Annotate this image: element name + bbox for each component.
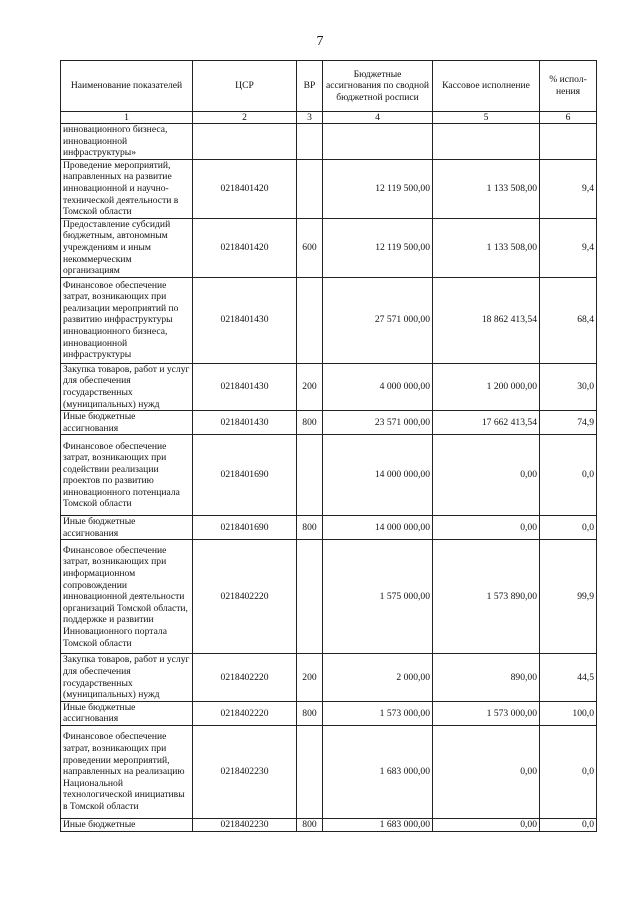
row-executed-cell bbox=[433, 124, 540, 160]
table-row bbox=[61, 701, 597, 725]
row-vr-cell bbox=[297, 726, 323, 819]
row-assigned-cell: 4 000 000,00 bbox=[323, 363, 433, 410]
header-executed: Кассовое исполнение bbox=[433, 61, 540, 112]
row-assigned-cell: 27 571 000,00 bbox=[323, 277, 433, 363]
row-assigned-cell: 1 683 000,00 bbox=[323, 819, 433, 832]
table-row bbox=[61, 124, 597, 160]
row-vr-cell bbox=[297, 540, 323, 654]
row-executed-cell: 1 200 000,00 bbox=[433, 363, 540, 410]
row-csr-cell: 0218401420 bbox=[193, 159, 297, 218]
row-executed-cell: 18 862 413,54 bbox=[433, 277, 540, 363]
row-executed-cell: 1 133 508,00 bbox=[433, 159, 540, 218]
header-vr: ВР bbox=[297, 61, 323, 112]
row-csr-cell: 0218401430 bbox=[193, 411, 297, 435]
row-csr-cell bbox=[193, 124, 297, 160]
row-vr-cell: 800 bbox=[297, 411, 323, 435]
row-percent-cell: 9,4 bbox=[540, 218, 597, 277]
row-percent-cell: 0,0 bbox=[540, 726, 597, 819]
row-name-cell: Финансовое обеспечение затрат, возникающих при содействии реализации проектов по развитию инновационного потенциала Томской области bbox=[61, 435, 193, 516]
column-number-row bbox=[61, 112, 597, 124]
row-vr-cell: 800 bbox=[297, 516, 323, 540]
row-name-cell: Иные бюджетные ассигнования bbox=[61, 701, 193, 725]
row-executed-cell: 1 573 000,00 bbox=[433, 701, 540, 725]
row-assigned-cell: 2 000,00 bbox=[323, 654, 433, 701]
column-number: 1 bbox=[61, 112, 193, 124]
table-body bbox=[61, 124, 597, 832]
row-csr-cell: 0218402230 bbox=[193, 819, 297, 832]
table-row bbox=[61, 516, 597, 540]
row-name-cell: инновационного бизнеса, инновационной инфраструктуры» bbox=[61, 124, 193, 160]
row-csr-cell: 0218401690 bbox=[193, 516, 297, 540]
row-percent-cell: 0,0 bbox=[540, 516, 597, 540]
row-percent-cell: 9,4 bbox=[540, 159, 597, 218]
header-percent: % испол-нения bbox=[540, 61, 597, 112]
table-row bbox=[61, 819, 597, 832]
column-number: 6 bbox=[540, 112, 597, 124]
row-assigned-cell: 14 000 000,00 bbox=[323, 516, 433, 540]
row-assigned-cell: 14 000 000,00 bbox=[323, 435, 433, 516]
row-csr-cell: 0218402220 bbox=[193, 701, 297, 725]
header-csr: ЦСР bbox=[193, 61, 297, 112]
header-name: Наименование показателей bbox=[61, 61, 193, 112]
row-percent-cell: 0,0 bbox=[540, 435, 597, 516]
row-executed-cell: 1 133 508,00 bbox=[433, 218, 540, 277]
row-csr-cell: 0218401430 bbox=[193, 277, 297, 363]
row-percent-cell bbox=[540, 124, 597, 160]
row-assigned-cell: 12 119 500,00 bbox=[323, 218, 433, 277]
column-number: 5 bbox=[433, 112, 540, 124]
row-vr-cell: 600 bbox=[297, 218, 323, 277]
column-number: 4 bbox=[323, 112, 433, 124]
column-number: 2 bbox=[193, 112, 297, 124]
row-vr-cell: 800 bbox=[297, 701, 323, 725]
row-csr-cell: 0218401420 bbox=[193, 218, 297, 277]
row-executed-cell: 0,00 bbox=[433, 435, 540, 516]
row-assigned-cell: 1 683 000,00 bbox=[323, 726, 433, 819]
row-name-cell: Закупка товаров, работ и услуг для обеспечения государственных (муниципальных) нужд bbox=[61, 363, 193, 410]
table-row bbox=[61, 159, 597, 218]
budget-execution-table bbox=[60, 60, 597, 832]
row-assigned-cell bbox=[323, 124, 433, 160]
table-row bbox=[61, 540, 597, 654]
table-row bbox=[61, 411, 597, 435]
row-csr-cell: 0218402220 bbox=[193, 540, 297, 654]
table-row bbox=[61, 363, 597, 410]
row-vr-cell: 200 bbox=[297, 654, 323, 701]
table-row bbox=[61, 726, 597, 819]
row-csr-cell: 0218402230 bbox=[193, 726, 297, 819]
row-percent-cell: 44,5 bbox=[540, 654, 597, 701]
row-assigned-cell: 1 575 000,00 bbox=[323, 540, 433, 654]
row-name-cell: Финансовое обеспечение затрат, возникающих при реализации мероприятий по развитию инфраструктуры инновационного бизнеса, инновационной инфраструктуры bbox=[61, 277, 193, 363]
row-percent-cell: 99,9 bbox=[540, 540, 597, 654]
header-assigned: Бюджетные ассигнования по сводной бюджетной росписи bbox=[323, 61, 433, 112]
row-executed-cell: 0,00 bbox=[433, 819, 540, 832]
row-csr-cell: 0218401430 bbox=[193, 363, 297, 410]
row-csr-cell: 0218401690 bbox=[193, 435, 297, 516]
row-percent-cell: 100,0 bbox=[540, 701, 597, 725]
row-assigned-cell: 23 571 000,00 bbox=[323, 411, 433, 435]
page-number: 7 bbox=[316, 34, 324, 49]
row-name-cell: Финансовое обеспечение затрат, возникающих при информационном сопровождении инновационной деятельности организаций Томской области, поддержке и развитии Инновационного портала Томской области bbox=[61, 540, 193, 654]
row-csr-cell: 0218402220 bbox=[193, 654, 297, 701]
row-name-cell: Иные бюджетные bbox=[61, 819, 193, 832]
row-percent-cell: 74,9 bbox=[540, 411, 597, 435]
row-name-cell: Предоставление субсидий бюджетным, автономным учреждениям и иным некоммерческим организациям bbox=[61, 218, 193, 277]
table-row bbox=[61, 435, 597, 516]
row-executed-cell: 890,00 bbox=[433, 654, 540, 701]
row-name-cell: Закупка товаров, работ и услуг для обеспечения государственных (муниципальных) нужд bbox=[61, 654, 193, 701]
row-executed-cell: 17 662 413,54 bbox=[433, 411, 540, 435]
row-name-cell: Финансовое обеспечение затрат, возникающих при проведении мероприятий, направленных на реализацию Национальной технологической инициативы в Томской области bbox=[61, 726, 193, 819]
table-row bbox=[61, 654, 597, 701]
row-percent-cell: 68,4 bbox=[540, 277, 597, 363]
row-executed-cell: 1 573 890,00 bbox=[433, 540, 540, 654]
table-row bbox=[61, 277, 597, 363]
row-assigned-cell: 1 573 000,00 bbox=[323, 701, 433, 725]
row-executed-cell: 0,00 bbox=[433, 516, 540, 540]
column-number: 3 bbox=[297, 112, 323, 124]
row-name-cell: Проведение мероприятий, направленных на развитие инновационной и научно-технической деятельности в Томской области bbox=[61, 159, 193, 218]
row-executed-cell: 0,00 bbox=[433, 726, 540, 819]
row-vr-cell bbox=[297, 435, 323, 516]
row-percent-cell: 30,0 bbox=[540, 363, 597, 410]
row-assigned-cell: 12 119 500,00 bbox=[323, 159, 433, 218]
row-vr-cell bbox=[297, 159, 323, 218]
row-vr-cell bbox=[297, 124, 323, 160]
table-row bbox=[61, 218, 597, 277]
row-vr-cell bbox=[297, 277, 323, 363]
row-percent-cell: 0,0 bbox=[540, 819, 597, 832]
header-row bbox=[61, 61, 597, 112]
row-name-cell: Иные бюджетные ассигнования bbox=[61, 411, 193, 435]
row-name-cell: Иные бюджетные ассигнования bbox=[61, 516, 193, 540]
row-vr-cell: 800 bbox=[297, 819, 323, 832]
row-vr-cell: 200 bbox=[297, 363, 323, 410]
